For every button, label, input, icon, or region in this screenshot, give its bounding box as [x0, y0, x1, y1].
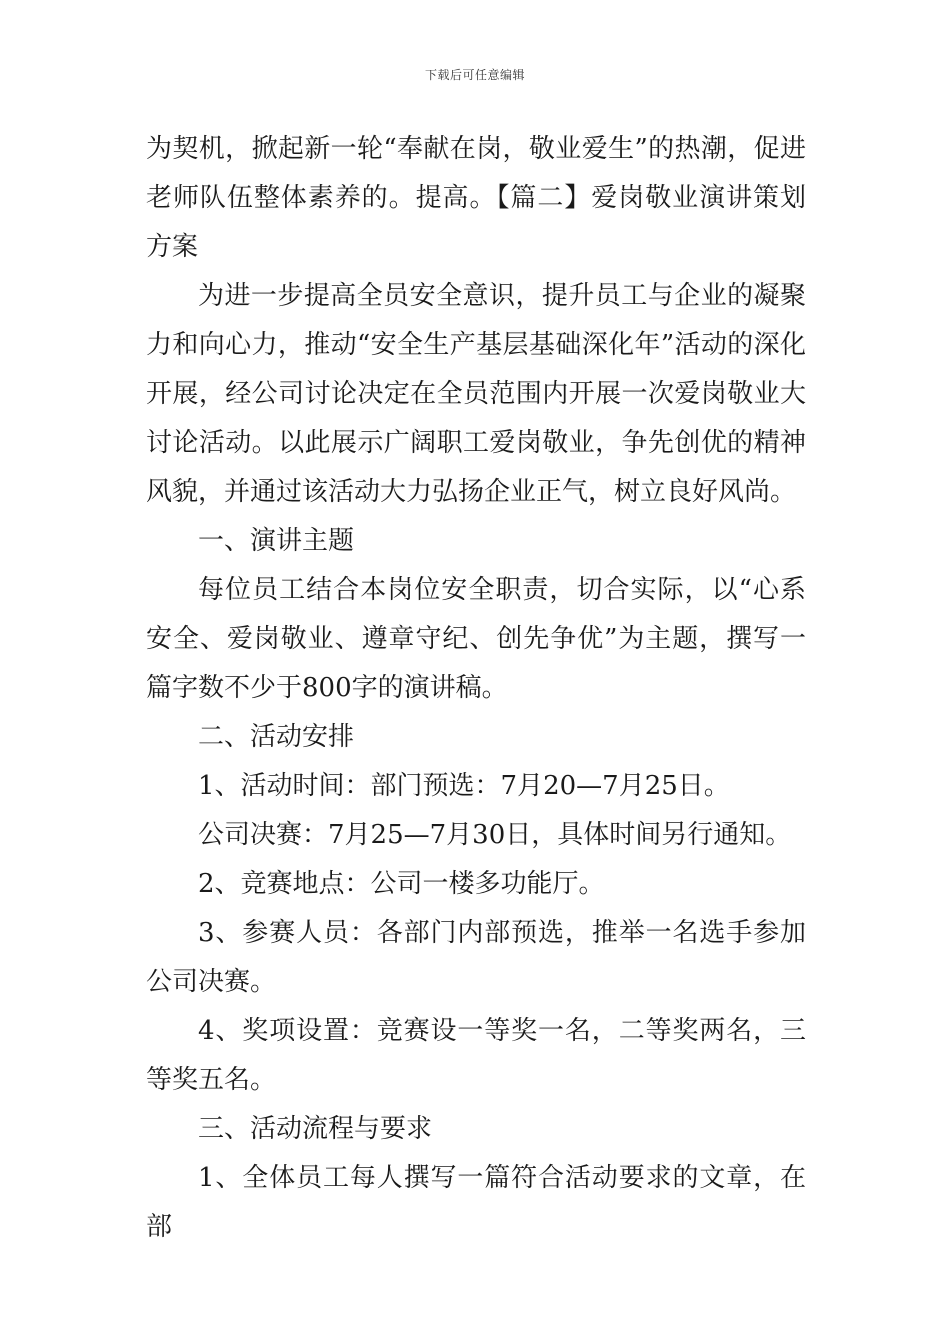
paragraph-intro-continuation: 为契机，掀起新一轮“奉献在岗，敬业爱生”的热潮，促进老师队伍整体素养的。提高。【篇二】爱岗敬业演讲策划方案	[146, 134, 806, 262]
heading-activity-arrangement: 二、活动安排	[198, 722, 355, 752]
paragraph-purpose: 为进一步提高全员安全意识，提升员工与企业的凝聚力和向心力，推动“安全生产基层基础深化年”活动的深化开展，经公司讨论决定在全员范围内开展一次爱岗敬业大讨论活动。以此展示广阔职工爱岗敬业，争先创优的精神风貌，并通过该活动大力弘扬企业正气，树立良好风尚。	[146, 281, 806, 507]
paragraph-theme-detail: 每位员工结合本岗位安全职责，切合实际，以“心系安全、爱岗敬业、遵章守纪、创先争优”为主题，撰写一篇字数不少于800字的演讲稿。	[146, 575, 806, 703]
document-body	[146, 125, 806, 1252]
heading-speech-theme: 一、演讲主题	[198, 526, 355, 556]
item-process-1: 1、全体员工每人撰写一篇符合活动要求的文章，在部	[146, 1163, 806, 1242]
heading-process-requirements: 三、活动流程与要求	[198, 1114, 433, 1144]
page-header: 下载后可任意编辑	[424, 68, 525, 82]
item-venue: 2、竞赛地点：公司一楼多功能厅。	[198, 869, 605, 899]
item-awards: 4、奖项设置：竞赛设一等奖一名，二等奖两名，三等奖五名。	[146, 1016, 806, 1095]
item-final-time: 公司决赛：7月25—7月30日，具体时间另行通知。	[198, 820, 792, 850]
item-activity-time: 1、活动时间：部门预选：7月20—7月25日。	[198, 771, 730, 801]
item-participants: 3、参赛人员：各部门内部预选，推举一名选手参加公司决赛。	[146, 918, 806, 997]
